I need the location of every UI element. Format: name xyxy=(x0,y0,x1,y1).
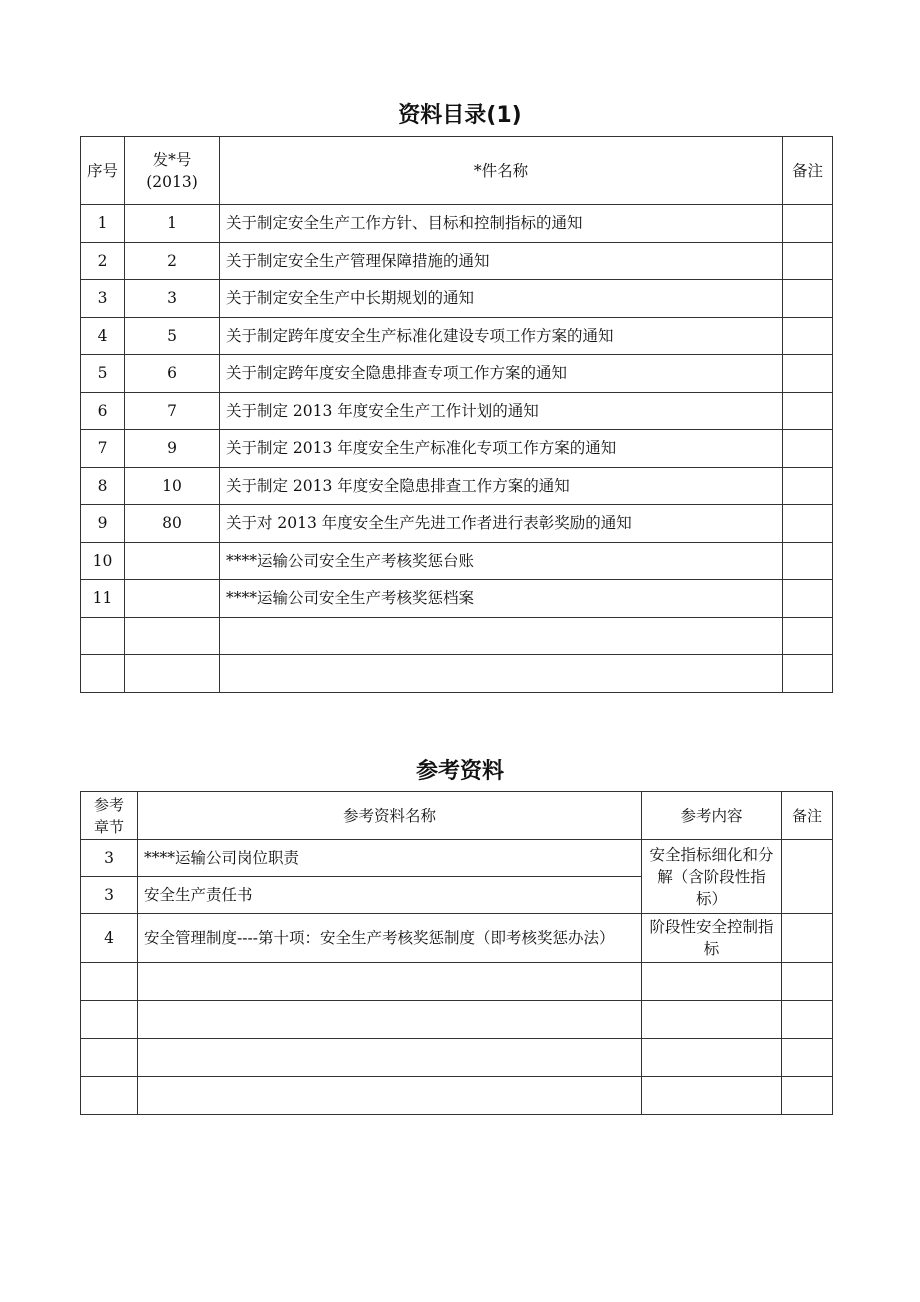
catalog-doc-no xyxy=(125,617,220,655)
ref-name: 安全管理制度----第十项：安全生产考核奖惩制度（即考核奖惩办法） xyxy=(138,914,642,963)
table-row xyxy=(81,505,833,543)
catalog-doc-no: 6 xyxy=(125,355,220,393)
header-seq: 序号 xyxy=(81,137,125,205)
ref-content xyxy=(642,963,782,1001)
catalog-seq: 11 xyxy=(81,580,125,618)
catalog-doc-no: 5 xyxy=(125,317,220,355)
table-row xyxy=(81,205,833,243)
catalog-note xyxy=(783,392,833,430)
header-chapter: 参考章节 xyxy=(81,792,138,840)
catalog-seq xyxy=(81,655,125,693)
catalog-doc-name: 关于制定 2013 年度安全生产工作计划的通知 xyxy=(220,392,783,430)
catalog-note xyxy=(783,355,833,393)
table-row xyxy=(81,1039,833,1077)
table-row xyxy=(81,242,833,280)
ref-chapter xyxy=(81,1039,138,1077)
catalog-doc-no: 80 xyxy=(125,505,220,543)
ref-chapter xyxy=(81,1077,138,1115)
catalog-doc-name: 关于制定跨年度安全生产标准化建设专项工作方案的通知 xyxy=(220,317,783,355)
catalog-doc-no: 7 xyxy=(125,392,220,430)
catalog-note xyxy=(783,205,833,243)
ref-content: 阶段性安全控制指标 xyxy=(642,914,782,963)
catalog-seq: 1 xyxy=(81,205,125,243)
catalog-doc-name: 关于制定 2013 年度安全生产标准化专项工作方案的通知 xyxy=(220,430,783,468)
catalog-seq: 6 xyxy=(81,392,125,430)
catalog-doc-no xyxy=(125,580,220,618)
ref-note xyxy=(782,1077,833,1115)
ref-note xyxy=(782,1001,833,1039)
catalog-note xyxy=(783,505,833,543)
catalog-seq: 3 xyxy=(81,280,125,318)
catalog-title: 资料目录(1) xyxy=(398,103,522,128)
ref-note-merged xyxy=(782,840,833,914)
ref-chapter: 3 xyxy=(81,840,138,877)
table-row xyxy=(81,617,833,655)
ref-content xyxy=(642,1001,782,1039)
table-row xyxy=(81,914,833,963)
catalog-doc-name: 关于制定安全生产工作方针、目标和控制指标的通知 xyxy=(220,205,783,243)
reference-title: 参考资料 xyxy=(415,759,504,784)
catalog-note xyxy=(783,617,833,655)
catalog-note xyxy=(783,467,833,505)
header-doc-name: *件名称 xyxy=(220,137,783,205)
catalog-seq: 5 xyxy=(81,355,125,393)
table-row xyxy=(81,580,833,618)
catalog-seq: 10 xyxy=(81,542,125,580)
ref-name xyxy=(138,1001,642,1039)
table-row xyxy=(81,317,833,355)
ref-name xyxy=(138,1039,642,1077)
table-row xyxy=(81,542,833,580)
ref-content xyxy=(642,1039,782,1077)
catalog-doc-name: 关于对 2013 年度安全生产先进工作者进行表彰奖励的通知 xyxy=(220,505,783,543)
reference-header-row xyxy=(81,792,833,840)
catalog-doc-no xyxy=(125,542,220,580)
catalog-seq xyxy=(81,617,125,655)
table-row xyxy=(81,355,833,393)
ref-name xyxy=(138,963,642,1001)
ref-note xyxy=(782,1039,833,1077)
catalog-doc-no xyxy=(125,655,220,693)
catalog-doc-name: 关于制定 2013 年度安全隐患排查工作方案的通知 xyxy=(220,467,783,505)
catalog-header-row xyxy=(81,137,833,205)
header-doc-no: 发*号(2013) xyxy=(125,137,220,205)
table-row xyxy=(81,963,833,1001)
catalog-note xyxy=(783,317,833,355)
catalog-seq: 2 xyxy=(81,242,125,280)
ref-note xyxy=(782,963,833,1001)
table-row xyxy=(81,1001,833,1039)
table-row xyxy=(81,392,833,430)
table-row xyxy=(81,840,833,877)
ref-name xyxy=(138,1077,642,1115)
catalog-table xyxy=(80,136,833,693)
header-ref-note: 备注 xyxy=(782,792,833,840)
catalog-doc-name xyxy=(220,617,783,655)
table-row xyxy=(81,655,833,693)
catalog-doc-name xyxy=(220,655,783,693)
catalog-doc-no: 1 xyxy=(125,205,220,243)
ref-chapter: 4 xyxy=(81,914,138,963)
ref-chapter xyxy=(81,1001,138,1039)
catalog-doc-name: ****运输公司安全生产考核奖惩档案 xyxy=(220,580,783,618)
catalog-note xyxy=(783,542,833,580)
catalog-seq: 7 xyxy=(81,430,125,468)
table-row xyxy=(81,467,833,505)
catalog-note xyxy=(783,580,833,618)
ref-content-merged: 安全指标细化和分解（含阶段性指标） xyxy=(642,840,782,914)
catalog-note xyxy=(783,655,833,693)
ref-note xyxy=(782,914,833,963)
catalog-doc-name: 关于制定跨年度安全隐患排查专项工作方案的通知 xyxy=(220,355,783,393)
catalog-doc-name: 关于制定安全生产中长期规划的通知 xyxy=(220,280,783,318)
table-row xyxy=(81,1077,833,1115)
catalog-doc-name: ****运输公司安全生产考核奖惩台账 xyxy=(220,542,783,580)
reference-table xyxy=(80,791,833,1115)
catalog-doc-name: 关于制定安全生产管理保障措施的通知 xyxy=(220,242,783,280)
catalog-seq: 9 xyxy=(81,505,125,543)
ref-content xyxy=(642,1077,782,1115)
catalog-seq: 8 xyxy=(81,467,125,505)
ref-name: 安全生产责任书 xyxy=(138,877,642,914)
ref-name: ****运输公司岗位职责 xyxy=(138,840,642,877)
header-note: 备注 xyxy=(783,137,833,205)
catalog-doc-no: 9 xyxy=(125,430,220,468)
header-ref-content: 参考内容 xyxy=(642,792,782,840)
header-ref-name: 参考资料名称 xyxy=(138,792,642,840)
catalog-doc-no: 10 xyxy=(125,467,220,505)
table-row xyxy=(81,430,833,468)
ref-chapter: 3 xyxy=(81,877,138,914)
catalog-doc-no: 2 xyxy=(125,242,220,280)
table-row xyxy=(81,280,833,318)
catalog-note xyxy=(783,242,833,280)
catalog-doc-no: 3 xyxy=(125,280,220,318)
catalog-seq: 4 xyxy=(81,317,125,355)
catalog-note xyxy=(783,430,833,468)
ref-chapter xyxy=(81,963,138,1001)
catalog-note xyxy=(783,280,833,318)
